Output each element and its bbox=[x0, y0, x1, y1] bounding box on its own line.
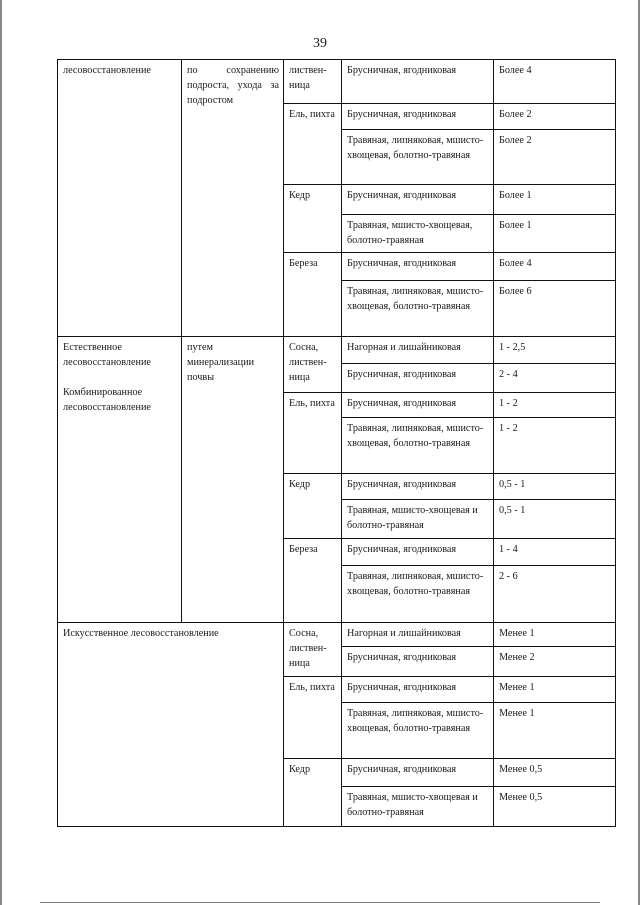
value-cell: Более 4 bbox=[494, 60, 616, 104]
technique-cell: путем минерализации почвы bbox=[182, 337, 284, 623]
forest-type-cell: Брусничная, ягодниковая bbox=[342, 677, 494, 703]
species-cell: Ель, пихта bbox=[284, 104, 342, 185]
value-cell: Менее 0,5 bbox=[494, 759, 616, 787]
species-cell: Сосна, листвен-ница bbox=[284, 623, 342, 677]
forest-type-cell: Травяная, мшисто-хвощевая и болотно-травяная bbox=[342, 787, 494, 827]
forest-type-cell: Травяная, мшисто-хвощевая и болотно-травяная bbox=[342, 500, 494, 539]
reforestation-table bbox=[57, 59, 616, 827]
forest-type-cell: Брусничная, ягодниковая bbox=[342, 364, 494, 393]
scan-edge-left bbox=[0, 0, 2, 905]
forest-type-cell: Брусничная, ягодниковая bbox=[342, 104, 494, 130]
method-cell: лесовосстановление bbox=[58, 60, 182, 337]
value-cell: Менее 1 bbox=[494, 623, 616, 647]
value-cell: Менее 2 bbox=[494, 647, 616, 677]
forest-type-cell: Брусничная, ягодниковая bbox=[342, 253, 494, 281]
method-cell: Естественное лесовосстановление Комбинированное лесовосстановление bbox=[58, 337, 182, 623]
forest-type-cell: Брусничная, ягодниковая bbox=[342, 647, 494, 677]
value-cell: Более 1 bbox=[494, 215, 616, 253]
table-row bbox=[58, 623, 616, 647]
forest-type-cell: Нагорная и лишайниковая bbox=[342, 623, 494, 647]
value-cell: 2 - 6 bbox=[494, 566, 616, 623]
value-cell: 1 - 2 bbox=[494, 418, 616, 474]
value-cell: Более 1 bbox=[494, 185, 616, 215]
species-cell: Береза bbox=[284, 253, 342, 337]
table-row bbox=[58, 337, 616, 364]
value-cell: Менее 0,5 bbox=[494, 787, 616, 827]
forest-type-cell: Брусничная, ягодниковая bbox=[342, 759, 494, 787]
species-cell: Кедр bbox=[284, 759, 342, 827]
species-cell: Кедр bbox=[284, 474, 342, 539]
value-cell: Более 6 bbox=[494, 281, 616, 337]
species-cell: Береза bbox=[284, 539, 342, 623]
scan-bottom-edge bbox=[40, 902, 600, 903]
table-row bbox=[58, 60, 616, 104]
forest-type-cell: Травяная, липняковая, мшисто-хвощевая, болотно-травяная bbox=[342, 566, 494, 623]
forest-type-cell: Брусничная, ягодниковая bbox=[342, 60, 494, 104]
value-cell: 1 - 2,5 bbox=[494, 337, 616, 364]
forest-type-cell: Брусничная, ягодниковая bbox=[342, 539, 494, 566]
forest-type-cell: Травяная, липняковая, мшисто-хвощевая, болотно-травяная bbox=[342, 130, 494, 185]
forest-type-cell: Травяная, мшисто-хвощевая, болотно-травяная bbox=[342, 215, 494, 253]
forest-type-cell: Травяная, липняковая, мшисто-хвощевая, болотно-травяная bbox=[342, 703, 494, 759]
forest-type-cell: Травяная, липняковая, мшисто-хвощевая, болотно-травяная bbox=[342, 418, 494, 474]
value-cell: 0,5 - 1 bbox=[494, 474, 616, 500]
value-cell: 1 - 4 bbox=[494, 539, 616, 566]
forest-type-cell: Брусничная, ягодниковая bbox=[342, 393, 494, 418]
value-cell: Менее 1 bbox=[494, 703, 616, 759]
technique-cell: по сохранению подроста, ухода за подростом bbox=[182, 60, 284, 337]
species-cell: Ель, пихта bbox=[284, 393, 342, 474]
value-cell: Менее 1 bbox=[494, 677, 616, 703]
value-cell: 0,5 - 1 bbox=[494, 500, 616, 539]
value-cell: Более 2 bbox=[494, 130, 616, 185]
species-cell: Ель, пихта bbox=[284, 677, 342, 759]
value-cell: Более 4 bbox=[494, 253, 616, 281]
species-cell: Сосна, листвен-ница bbox=[284, 337, 342, 393]
species-cell: листвен-ница bbox=[284, 60, 342, 104]
forest-type-cell: Травяная, липняковая, мшисто-хвощевая, болотно-травяная bbox=[342, 281, 494, 337]
forest-type-cell: Брусничная, ягодниковая bbox=[342, 185, 494, 215]
value-cell: Более 2 bbox=[494, 104, 616, 130]
value-cell: 1 - 2 bbox=[494, 393, 616, 418]
method-cell: Искусственное лесовосстановление bbox=[58, 623, 284, 827]
page-number: 39 bbox=[313, 36, 327, 51]
forest-type-cell: Брусничная, ягодниковая bbox=[342, 474, 494, 500]
species-cell: Кедр bbox=[284, 185, 342, 253]
value-cell: 2 - 4 bbox=[494, 364, 616, 393]
forest-type-cell: Нагорная и лишайниковая bbox=[342, 337, 494, 364]
